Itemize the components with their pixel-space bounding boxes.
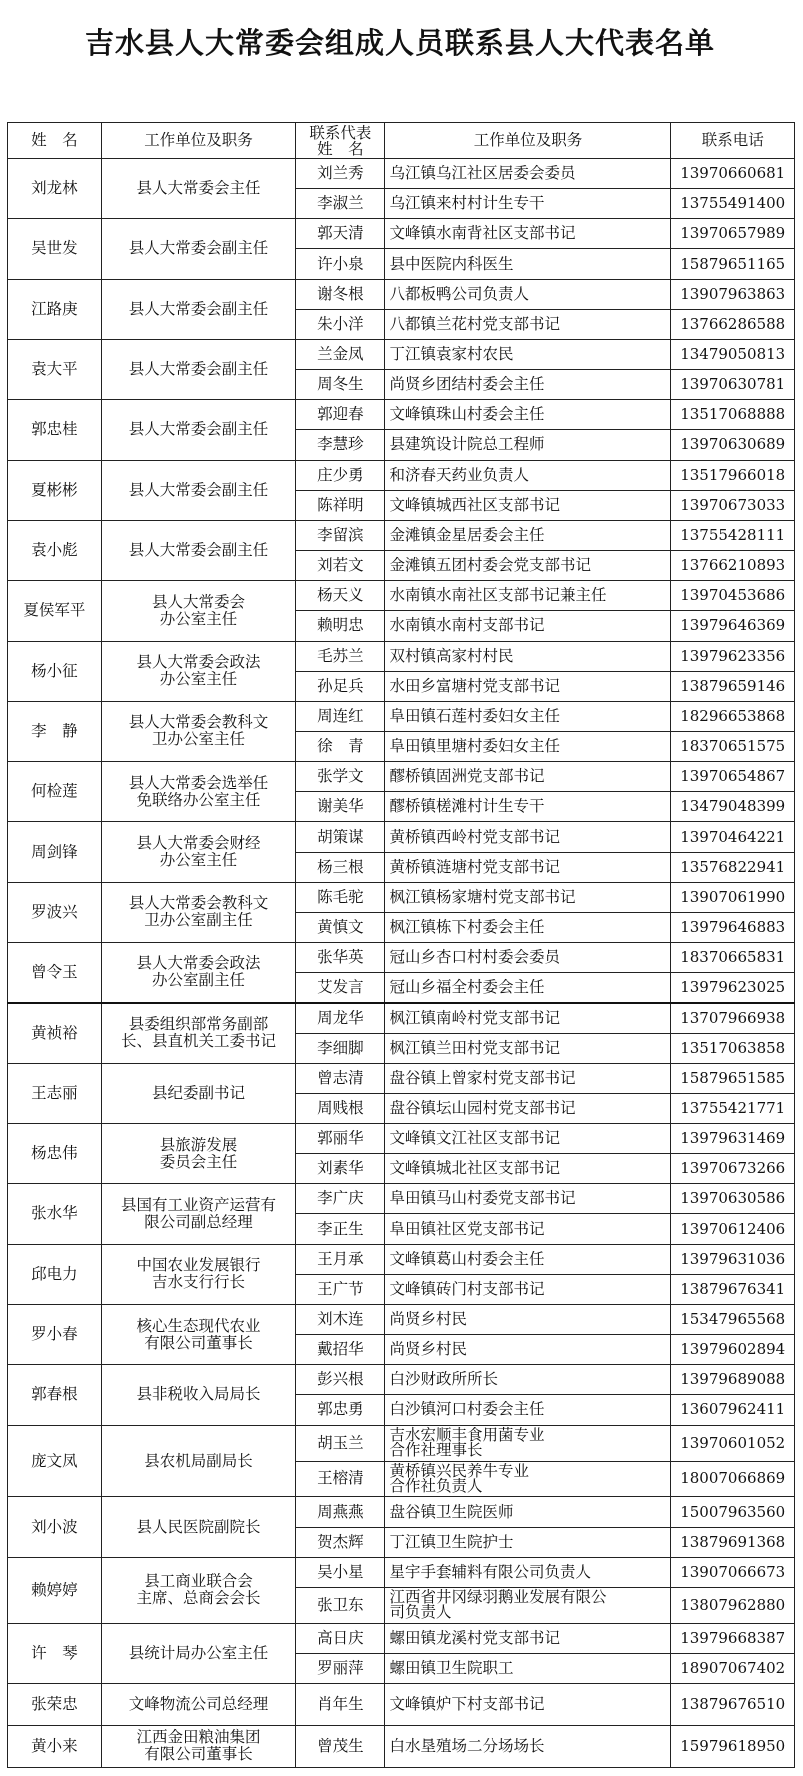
member-name: 邱电力 [8, 1244, 102, 1304]
rep-phone: 13970654867 [671, 762, 795, 792]
rep-name: 徐 青 [296, 731, 385, 761]
table-row [8, 762, 795, 792]
rep-unit: 江西省井冈绿羽鹅业发展有限公 司负责人 [385, 1587, 671, 1623]
rep-phone: 13970657989 [671, 219, 795, 249]
rep-phone: 13907061990 [671, 882, 795, 912]
rep-unit: 吉水宏顺丰食用菌专业 合作社理事长 [385, 1425, 671, 1461]
rep-phone: 13979623025 [671, 973, 795, 1003]
member-unit: 江西金田粮油集团 有限公司董事长 [101, 1725, 295, 1767]
rep-unit: 文峰镇葛山村委会主任 [385, 1244, 671, 1274]
header-phone: 联系电话 [671, 123, 795, 159]
member-unit: 县人大常委会副主任 [101, 460, 295, 520]
rep-unit: 文峰镇炉下村支部书记 [385, 1684, 671, 1726]
member-unit: 县统计局办公室主任 [101, 1623, 295, 1683]
rep-phone: 13979631036 [671, 1244, 795, 1274]
member-unit: 县非税收入局局长 [101, 1365, 295, 1425]
member-name: 张水华 [8, 1184, 102, 1244]
rep-unit: 枫江镇南岭村党支部书记 [385, 1003, 671, 1033]
rep-unit: 文峰镇城西社区支部书记 [385, 490, 671, 520]
member-unit: 县人大常委会选举任 免联络办公室主任 [101, 762, 295, 822]
member-unit: 县人大常委会教科文 卫办公室主任 [101, 701, 295, 761]
rep-name: 张卫东 [296, 1587, 385, 1623]
rep-name: 李慧珍 [296, 430, 385, 460]
rep-phone: 15347965568 [671, 1304, 795, 1334]
rep-phone: 13970673033 [671, 490, 795, 520]
rep-unit: 阜田镇社区党支部书记 [385, 1214, 671, 1244]
rep-unit: 金滩镇金星居委会主任 [385, 520, 671, 550]
rep-unit: 阜田镇石莲村委妇女主任 [385, 701, 671, 731]
rep-name: 周燕燕 [296, 1497, 385, 1527]
rep-phone: 13479048399 [671, 792, 795, 822]
member-name: 何检莲 [8, 762, 102, 822]
rep-name: 周连红 [296, 701, 385, 731]
rep-phone: 13479050813 [671, 339, 795, 369]
rep-phone: 13879676341 [671, 1274, 795, 1304]
rep-name: 郭迎春 [296, 400, 385, 430]
rep-phone: 13979646883 [671, 912, 795, 942]
rep-name: 王榕清 [296, 1461, 385, 1497]
member-name: 吴世发 [8, 219, 102, 279]
rep-unit: 盘谷镇卫生院医师 [385, 1497, 671, 1527]
rep-phone: 18370651575 [671, 731, 795, 761]
rep-name: 李留滨 [296, 520, 385, 550]
member-unit: 县人大常委会教科文 卫办公室副主任 [101, 882, 295, 942]
table-row [8, 460, 795, 490]
rep-unit: 螺田镇龙溪村党支部书记 [385, 1623, 671, 1653]
table-row [8, 1425, 795, 1461]
rep-unit: 冠山乡福全村委会主任 [385, 973, 671, 1003]
rep-name: 吴小星 [296, 1557, 385, 1587]
rep-phone: 13970630586 [671, 1184, 795, 1214]
table-row [8, 520, 795, 550]
member-name: 刘小波 [8, 1497, 102, 1557]
table-body [8, 159, 795, 1768]
rep-phone: 13907963863 [671, 279, 795, 309]
rep-unit: 八都板鸭公司负责人 [385, 279, 671, 309]
rep-name: 曾茂生 [296, 1725, 385, 1767]
member-name: 周剑锋 [8, 822, 102, 882]
rep-name: 郭忠勇 [296, 1395, 385, 1425]
rep-unit: 双村镇高家村村民 [385, 641, 671, 671]
member-unit: 县人大常委会副主任 [101, 400, 295, 460]
rep-name: 胡玉兰 [296, 1425, 385, 1461]
rep-phone: 13970601052 [671, 1425, 795, 1461]
rep-name: 谢冬根 [296, 279, 385, 309]
table-row [8, 159, 795, 189]
rep-unit: 丁江镇卫生院护士 [385, 1527, 671, 1557]
rep-unit: 水田乡富塘村党支部书记 [385, 671, 671, 701]
rep-name: 郭天清 [296, 219, 385, 249]
member-name: 袁小彪 [8, 520, 102, 580]
rep-unit: 县中医院内科医生 [385, 249, 671, 279]
rep-phone: 18007066869 [671, 1461, 795, 1497]
rep-name: 李细脚 [296, 1033, 385, 1063]
rep-unit: 螺田镇卫生院职工 [385, 1654, 671, 1684]
member-name: 夏侯军平 [8, 581, 102, 641]
member-unit: 县人大常委会主任 [101, 159, 295, 219]
table-row [8, 400, 795, 430]
member-name: 李 静 [8, 701, 102, 761]
table-row [8, 701, 795, 731]
rep-name: 刘素华 [296, 1154, 385, 1184]
rep-name: 黄慎文 [296, 912, 385, 942]
rep-name: 李广庆 [296, 1184, 385, 1214]
member-name: 杨忠伟 [8, 1124, 102, 1184]
rep-unit: 阜田镇里塘村委妇女主任 [385, 731, 671, 761]
table-row [8, 581, 795, 611]
rep-name: 毛苏兰 [296, 641, 385, 671]
rep-unit: 冠山乡杏口村村委会委员 [385, 943, 671, 973]
table-row [8, 822, 795, 852]
rep-unit: 八都镇兰花村党支部书记 [385, 309, 671, 339]
member-name: 郭忠桂 [8, 400, 102, 460]
header-rep-unit: 工作单位及职务 [385, 123, 671, 159]
rep-unit: 枫江镇栋下村委会主任 [385, 912, 671, 942]
member-name: 庞文凤 [8, 1425, 102, 1497]
rep-name: 郭丽华 [296, 1124, 385, 1154]
table-row [8, 1244, 795, 1274]
rep-name: 刘若文 [296, 551, 385, 581]
rep-unit: 阜田镇马山村委党支部书记 [385, 1184, 671, 1214]
rep-unit: 尚贤乡团结村委会主任 [385, 370, 671, 400]
header-row [8, 123, 795, 159]
table-row [8, 1497, 795, 1527]
rep-name: 周冬生 [296, 370, 385, 400]
table-row [8, 943, 795, 973]
member-name: 郭春根 [8, 1365, 102, 1425]
member-name: 刘龙林 [8, 159, 102, 219]
rep-unit: 和济春天药业负责人 [385, 460, 671, 490]
rep-name: 赖明忠 [296, 611, 385, 641]
table-row [8, 1124, 795, 1154]
rep-phone: 13707966938 [671, 1003, 795, 1033]
rep-name: 张学文 [296, 762, 385, 792]
table-row [8, 1304, 795, 1334]
member-name: 夏彬彬 [8, 460, 102, 520]
rep-phone: 13517966018 [671, 460, 795, 490]
rep-phone: 13879659146 [671, 671, 795, 701]
rep-unit: 水南镇水南村支部书记 [385, 611, 671, 641]
member-unit: 县人大常委会副主任 [101, 279, 295, 339]
table-row [8, 279, 795, 309]
rep-name: 刘兰秀 [296, 159, 385, 189]
rep-phone: 13755428111 [671, 520, 795, 550]
header-unit: 工作单位及职务 [101, 123, 295, 159]
rep-unit: 白沙镇河口村委会主任 [385, 1395, 671, 1425]
rep-phone: 13879676510 [671, 1684, 795, 1726]
rep-name: 曾志清 [296, 1063, 385, 1093]
rep-phone: 15007963560 [671, 1497, 795, 1527]
member-name: 黄小来 [8, 1725, 102, 1767]
page-title: 吉水县人大常委会组成人员联系县人大代表名单 [84, 26, 715, 60]
rep-phone: 13607962411 [671, 1395, 795, 1425]
member-name: 张荣忠 [8, 1684, 102, 1726]
table-row [8, 1725, 795, 1767]
rep-name: 周龙华 [296, 1003, 385, 1033]
member-unit: 县人大常委会政法 办公室主任 [101, 641, 295, 701]
member-unit: 县旅游发展 委员会主任 [101, 1124, 295, 1184]
rep-phone: 18296653868 [671, 701, 795, 731]
rep-name: 朱小洋 [296, 309, 385, 339]
rep-phone: 13907066673 [671, 1557, 795, 1587]
rep-name: 罗丽萍 [296, 1654, 385, 1684]
rep-phone: 13979602894 [671, 1335, 795, 1365]
rep-unit: 醪桥镇槎滩村计生专干 [385, 792, 671, 822]
member-name: 杨小征 [8, 641, 102, 701]
rep-name: 张华英 [296, 943, 385, 973]
rep-phone: 13979668387 [671, 1623, 795, 1653]
rep-phone: 13517068888 [671, 400, 795, 430]
header-rep-name: 联系代表 姓 名 [296, 123, 385, 159]
rep-name: 肖年生 [296, 1684, 385, 1726]
rep-unit: 枫江镇杨家塘村党支部书记 [385, 882, 671, 912]
member-unit: 县纪委副书记 [101, 1063, 295, 1123]
member-unit: 县人大常委会 办公室主任 [101, 581, 295, 641]
rep-name: 孙足兵 [296, 671, 385, 701]
member-name: 黄祯裕 [8, 1003, 102, 1063]
member-unit: 县人大常委会政法 办公室副主任 [101, 943, 295, 1003]
rep-name: 胡策谋 [296, 822, 385, 852]
rep-phone: 15879651585 [671, 1063, 795, 1093]
rep-phone: 13755421771 [671, 1093, 795, 1123]
rep-phone: 13970660681 [671, 159, 795, 189]
rep-phone: 13970612406 [671, 1214, 795, 1244]
rep-unit: 白水垦殖场二分场场长 [385, 1725, 671, 1767]
rep-unit: 文峰镇城北社区支部书记 [385, 1154, 671, 1184]
member-unit: 县国有工业资产运营有 限公司副总经理 [101, 1184, 295, 1244]
member-unit: 县工商业联合会 主席、总商会会长 [101, 1557, 295, 1623]
rep-unit: 尚贤乡村民 [385, 1304, 671, 1334]
rep-name: 庄少勇 [296, 460, 385, 490]
table-row [8, 1623, 795, 1653]
rep-phone: 18907067402 [671, 1654, 795, 1684]
member-unit: 县人大常委会副主任 [101, 219, 295, 279]
rep-name: 杨三根 [296, 852, 385, 882]
rep-unit: 尚贤乡村民 [385, 1335, 671, 1365]
table-row [8, 1184, 795, 1214]
rep-name: 贺杰辉 [296, 1527, 385, 1557]
rep-unit: 乌江镇来村村计生专干 [385, 189, 671, 219]
rep-unit: 文峰镇珠山村委会主任 [385, 400, 671, 430]
rep-phone: 13970673266 [671, 1154, 795, 1184]
member-unit: 县农机局副局长 [101, 1425, 295, 1497]
member-unit: 县人大常委会副主任 [101, 339, 295, 399]
member-unit: 县委组织部常务副部 长、县直机关工委书记 [101, 1003, 295, 1063]
header-name: 姓 名 [8, 123, 102, 159]
rep-phone: 13979631469 [671, 1124, 795, 1154]
member-name: 曾令玉 [8, 943, 102, 1003]
rep-phone: 13879691368 [671, 1527, 795, 1557]
rep-unit: 盘谷镇坛山园村党支部书记 [385, 1093, 671, 1123]
rep-unit: 黄桥镇兴民养牛专业 合作社负责人 [385, 1461, 671, 1497]
member-name: 王志丽 [8, 1063, 102, 1123]
rep-name: 谢美华 [296, 792, 385, 822]
rep-name: 陈祥明 [296, 490, 385, 520]
rep-name: 王广节 [296, 1274, 385, 1304]
table-row [8, 219, 795, 249]
rep-unit: 白沙财政所所长 [385, 1365, 671, 1395]
rep-name: 戴招华 [296, 1335, 385, 1365]
member-name: 罗小春 [8, 1304, 102, 1364]
rep-unit: 乌江镇乌江社区居委会委员 [385, 159, 671, 189]
rep-unit: 枫江镇兰田村党支部书记 [385, 1033, 671, 1063]
rep-unit: 黄桥镇涟塘村党支部书记 [385, 852, 671, 882]
rep-unit: 县建筑设计院总工程师 [385, 430, 671, 460]
rep-phone: 13766286588 [671, 309, 795, 339]
member-unit: 县人大常委会财经 办公室主任 [101, 822, 295, 882]
rep-name: 杨天义 [296, 581, 385, 611]
rep-name: 李正生 [296, 1214, 385, 1244]
rep-phone: 13970630689 [671, 430, 795, 460]
rep-name: 李淑兰 [296, 189, 385, 219]
rep-unit: 丁江镇袁家村农民 [385, 339, 671, 369]
rep-unit: 文峰镇水南背社区支部书记 [385, 219, 671, 249]
rep-unit: 文峰镇砖门村支部书记 [385, 1274, 671, 1304]
rep-phone: 13517063858 [671, 1033, 795, 1063]
member-unit: 中国农业发展银行 吉水支行行长 [101, 1244, 295, 1304]
rep-phone: 13970453686 [671, 581, 795, 611]
table-row [8, 1365, 795, 1395]
member-unit: 县人民医院副院长 [101, 1497, 295, 1557]
rep-phone: 15979618950 [671, 1725, 795, 1767]
table-row [8, 1557, 795, 1587]
rep-unit: 黄桥镇西岭村党支部书记 [385, 822, 671, 852]
rep-unit: 星宇手套辅料有限公司负责人 [385, 1557, 671, 1587]
rep-name: 高日庆 [296, 1623, 385, 1653]
rep-unit: 盘谷镇上曾家村党支部书记 [385, 1063, 671, 1093]
table-row [8, 1684, 795, 1726]
rep-name: 周贱根 [296, 1093, 385, 1123]
table-row [8, 339, 795, 369]
member-name: 袁大平 [8, 339, 102, 399]
member-name: 罗波兴 [8, 882, 102, 942]
rep-phone: 13576822941 [671, 852, 795, 882]
rep-name: 刘木连 [296, 1304, 385, 1334]
rep-unit: 水南镇水南社区支部书记兼主任 [385, 581, 671, 611]
rep-name: 艾发言 [296, 973, 385, 1003]
member-unit: 核心生态现代农业 有限公司董事长 [101, 1304, 295, 1364]
member-name: 赖婷婷 [8, 1557, 102, 1623]
rep-unit: 文峰镇文江社区支部书记 [385, 1124, 671, 1154]
rep-phone: 13755491400 [671, 189, 795, 219]
rep-phone: 13807962880 [671, 1587, 795, 1623]
rep-phone: 15879651165 [671, 249, 795, 279]
rep-phone: 18370665831 [671, 943, 795, 973]
table-row [8, 641, 795, 671]
table-row [8, 882, 795, 912]
table-row [8, 1003, 795, 1033]
rep-name: 兰金凤 [296, 339, 385, 369]
rep-name: 陈毛驼 [296, 882, 385, 912]
rep-name: 许小泉 [296, 249, 385, 279]
rep-phone: 13970464221 [671, 822, 795, 852]
member-name: 江路庚 [8, 279, 102, 339]
rep-phone: 13979646369 [671, 611, 795, 641]
member-unit: 县人大常委会副主任 [101, 520, 295, 580]
member-name: 许 琴 [8, 1623, 102, 1683]
rep-name: 王月承 [296, 1244, 385, 1274]
contact-table [7, 122, 795, 1768]
rep-unit: 醪桥镇固洲党支部书记 [385, 762, 671, 792]
rep-phone: 13766210893 [671, 551, 795, 581]
rep-name: 彭兴根 [296, 1365, 385, 1395]
rep-unit: 金滩镇五团村委会党支部书记 [385, 551, 671, 581]
rep-phone: 13979689088 [671, 1365, 795, 1395]
rep-phone: 13979623356 [671, 641, 795, 671]
table-row [8, 1063, 795, 1093]
rep-phone: 13970630781 [671, 370, 795, 400]
member-unit: 文峰物流公司总经理 [101, 1684, 295, 1726]
